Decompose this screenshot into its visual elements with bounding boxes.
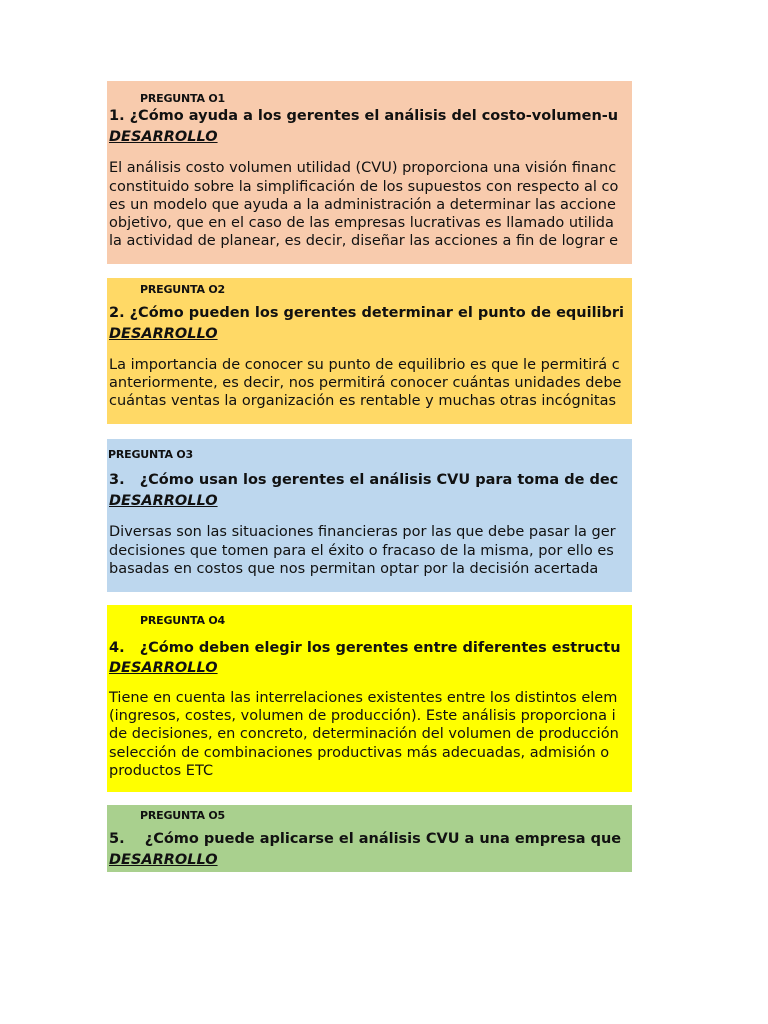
answer-line: productos ETC	[109, 763, 214, 779]
question-text: 2. ¿Cómo pueden los gerentes determinar el punto de equilibri	[109, 305, 625, 321]
development-heading: DESARROLLO	[109, 129, 218, 145]
answer-line: selección de combinaciones productivas más adecuadas, admisión o	[109, 745, 610, 761]
answer-line: de decisiones, en concreto, determinación del volumen de producción	[109, 726, 619, 742]
section-pregunta-04	[107, 605, 632, 792]
section-pregunta-02	[107, 278, 632, 424]
question-text: 1. ¿Cómo ayuda a los gerentes el análisis del costo-volumen-u	[109, 108, 619, 124]
question-text: 5. ¿Cómo puede aplicarse el análisis CVU a una empresa que	[109, 831, 622, 847]
section-pregunta-01	[107, 81, 632, 264]
question-text: 3. ¿Cómo usan los gerentes el análisis CVU para toma de dec	[109, 472, 619, 488]
development-heading: DESARROLLO	[109, 493, 218, 509]
question-text: 4. ¿Cómo deben elegir los gerentes entre diferentes estructu	[109, 640, 621, 656]
answer-line: Diversas son las situaciones financieras por las que debe pasar la ger	[109, 524, 616, 540]
answer-line: basadas en costos que nos permitan optar por la decisión acertada	[109, 561, 599, 577]
answer-line: objetivo, que en el caso de las empresas lucrativas es llamado utilida	[109, 215, 614, 231]
question-number-label: PREGUNTA O2	[140, 283, 226, 296]
answer-line: decisiones que tomen para el éxito o fracaso de la misma, por ello es	[109, 543, 614, 559]
question-number-label: PREGUNTA O1	[140, 92, 226, 105]
answer-line: La importancia de conocer su punto de equilibrio es que le permitirá c	[109, 357, 620, 373]
question-number-label: PREGUNTA O3	[108, 448, 194, 461]
section-pregunta-03	[107, 439, 632, 592]
answer-line: es un modelo que ayuda a la administración a determinar las accione	[109, 197, 616, 213]
answer-line: constituido sobre la simplificación de los supuestos con respecto al co	[109, 179, 619, 195]
answer-line: El análisis costo volumen utilidad (CVU) proporciona una visión financ	[109, 160, 617, 176]
question-number-label: PREGUNTA O4	[140, 614, 226, 627]
question-number-label: PREGUNTA O5	[140, 809, 226, 822]
answer-line: Tiene en cuenta las interrelaciones existentes entre los distintos elem	[109, 690, 618, 706]
development-heading: DESARROLLO	[109, 660, 218, 676]
answer-line: (ingresos, costes, volumen de producción). Este análisis proporciona i	[109, 708, 616, 724]
section-pregunta-05	[107, 805, 632, 872]
answer-line: cuántas ventas la organización es rentable y muchas otras incógnitas	[109, 393, 617, 409]
development-heading: DESARROLLO	[109, 852, 218, 868]
answer-line: anteriormente, es decir, nos permitirá conocer cuántas unidades debe	[109, 375, 622, 391]
development-heading: DESARROLLO	[109, 326, 218, 342]
answer-line: la actividad de planear, es decir, diseñar las acciones a fin de lograr e	[109, 233, 619, 249]
